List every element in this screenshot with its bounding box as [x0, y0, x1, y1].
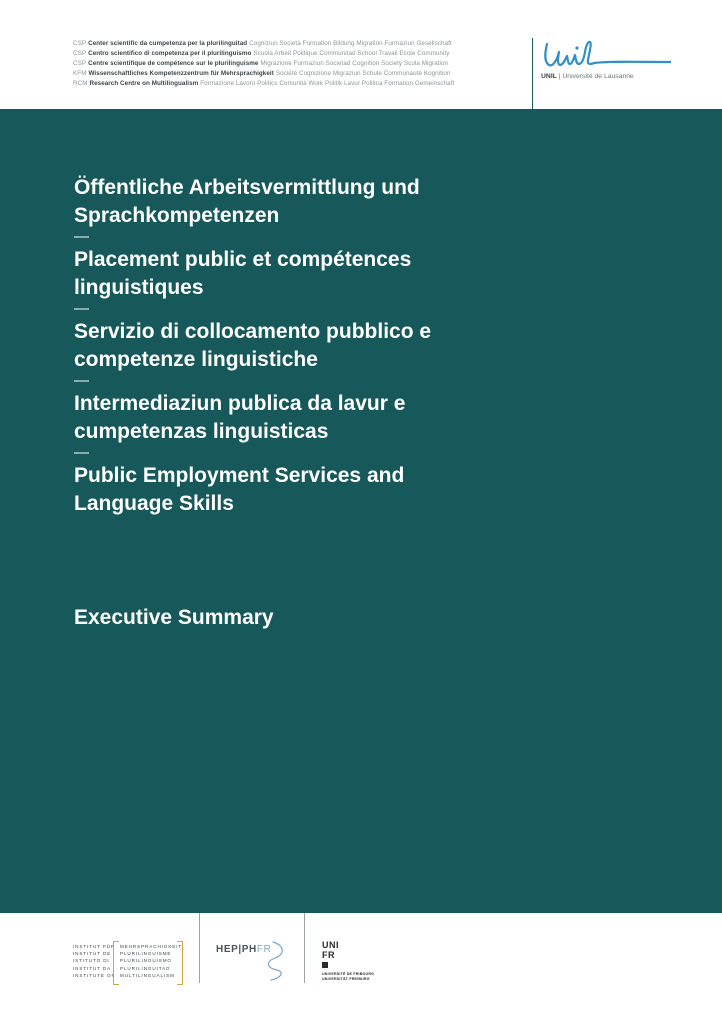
institute-bracket-left [113, 941, 119, 985]
institute-subject-list: MEHRSPRACHIGKEIT PLURILINGUISME PLURILINGUISMO PLURILINGUITAD MULTILINGUALISM [120, 944, 183, 978]
csp-line-english: RCM Research Centre on Multilingualism Formazione Lavoro Politics Comunità Work Politik Lavur Politica Formation Gemeinschaft [73, 79, 455, 87]
hep-swirl-icon [263, 940, 289, 982]
csp-line-french: CSP Centre scientifique de compétence sur le plurilinguisme Migrazione Furmaziun Societad Cognition Society Scola Migration [73, 59, 449, 67]
footer-divider [304, 913, 305, 983]
page-header [0, 0, 722, 109]
title-german: Öffentliche Arbeitsvermittlung und Sprachkompetenzen [74, 176, 420, 227]
unifr-logo: UNI FR [322, 940, 339, 960]
title-french: Placement public et compétences linguistiques [74, 248, 412, 299]
unifr-caption: UNIVERSITÉ DE FRIBOURG UNIVERSITÄT FREIBURG [322, 972, 375, 981]
csp-line-romansh: CSP Center scientific da cumpetenza per la plurilinguitad Cogniziun Società Formation Bildung Migration Furmaziun Gesellschaft [73, 40, 452, 47]
csp-line-german: KFM Wissenschaftliches Kompetenzzentrum für Mehrsprachigkeit Société Cognizione Migraziun Schule Communauté Kognition [73, 69, 451, 77]
institute-prefix-list: INSTITUT FÜR INSTITUT DE ISTITUTO DI INSTITUT DA INSTITUTE OF [73, 944, 116, 978]
csp-line-italian: CSP Centro scientifico di competenza per il plurilinguismo Scuola Arbeit Politique Communitad School Travail Ecole Community [73, 49, 450, 57]
unifr-square-icon [322, 962, 328, 968]
header-divider [532, 38, 533, 109]
title-separator: — [74, 300, 89, 317]
csp-centre-names [73, 39, 523, 89]
title-separator: — [74, 228, 89, 245]
footer-divider [199, 913, 200, 983]
institute-bracket-right [177, 941, 183, 985]
title-separator: — [74, 372, 89, 389]
title-romansh: Intermediaziun publica da lavur e cumpetenzas linguisticas [74, 392, 406, 443]
unil-logo [541, 38, 671, 88]
hep-ph-fr-logo: HEP|PHFR [216, 944, 272, 955]
title-italian: Servizio di collocamento pubblico e competenze linguistiche [74, 320, 432, 371]
unil-caption: UNIL | Université de Lausanne [541, 73, 634, 80]
multilingual-title [74, 174, 674, 517]
title-separator: — [74, 444, 89, 461]
document-type-label: Executive Summary [74, 606, 274, 629]
title-english: Public Employment Services and Language Skills [74, 464, 405, 515]
